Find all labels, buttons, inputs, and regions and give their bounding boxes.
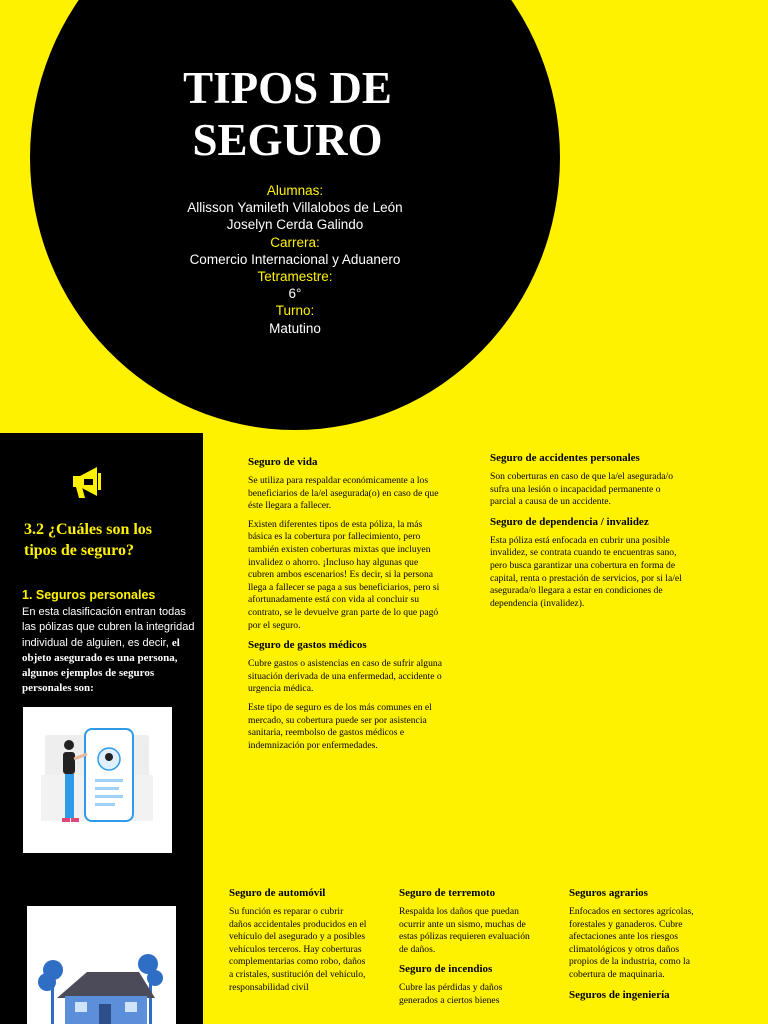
gastos-title: Seguro de gastos médicos (248, 639, 367, 652)
megaphone-icon (70, 462, 110, 502)
auto-title: Seguro de automóvil (229, 887, 326, 899)
intro-text (22, 605, 197, 697)
subsection-title: 1. Seguros personales (22, 588, 156, 602)
section-title: 3.2 ¿Cuáles son los tipos de seguro? (24, 521, 153, 559)
vida-text-2: Existen diferentes tipos de esta póliza, la más básica es la cobertura por fallecimiento, pero también existen coberturas mixtas que incluyen invalidez o ahorro. ¡Incluso hay algunas que cubren ambos escenarios! Es decir, si la persona llega a fallecer se paga a sus beneficiarios, pero si afortunadamente está con vida al concluir su contrato, se le devuelve gran parte de lo que pagó por el seguro. (248, 518, 440, 631)
terremoto-text: Respalda los daños que puedan ocurrir ante un sismo, muchas de estas pólizas requieren evaluación de daños. (399, 906, 530, 955)
accidentes-text: Son coberturas en caso de que la/el asegurada/o sufra una lesión o incapacidad permanente o parcial a causa de un accidente. (490, 471, 674, 508)
students-label: Alumnas: (266, 183, 324, 198)
agrarios-title: Seguros agrarios (569, 887, 648, 899)
cover-credits (150, 182, 440, 337)
auto-text: Su función es reparar o cubrir daños accidentales producidos en el vehículo del asegurado y a posibles vehículos terceros. Hay coberturas complementarias como robo, daños a cristales, sustitución del vehículo, responsabilidad civil (229, 906, 367, 993)
shift-value: Matutino (269, 320, 321, 336)
ingenieria-title: Seguros de ingeniería (569, 988, 670, 1001)
student-1: Allisson Yamileth Villalobos de León (187, 200, 403, 216)
house-insurance-illustration (27, 906, 176, 1024)
dependencia-title: Seguro de dependencia / invalidez (490, 515, 649, 528)
page-title (150, 62, 425, 166)
col2-block (490, 451, 688, 616)
career-value: Comercio Internacional y Aduanero (189, 251, 401, 267)
agrarios-block (569, 886, 707, 1008)
title-line-1: TIPOS DE (183, 63, 392, 113)
gastos-text-2: Este tipo de seguro es de los más comunes en el mercado, su cobertura puede ser por asistencia sanitaria, reembolso de gastos médicos e indemnización por enfermedades. (248, 701, 432, 751)
agrarios-text: Enfocados en sectores agrícolas, forestales y ganaderos. Cubre afectaciones ante los riesgos climatológicos y otros daños propios de la industria, como la cobertura de maquinaria. (569, 906, 694, 980)
terremoto-block (399, 886, 537, 1014)
incendios-text: Cubre las pérdidas y daños generados a ciertos bienes (399, 982, 503, 1006)
title-line-2: SEGURO (192, 115, 383, 165)
vida-title: Seguro de vida (248, 456, 318, 468)
col1-block (248, 455, 446, 758)
career-label: Carrera: (270, 234, 320, 250)
term-value: 6° (288, 286, 302, 302)
gastos-text-1: Cubre gastos o asistencias en caso de sufrir alguna situación derivada de una enfermedad, accidente o urgencia médica. (248, 658, 442, 695)
incendios-title: Seguro de incendios (399, 963, 493, 976)
intro-plain: En esta clasificación entran todas las pólizas que cubren la integridad individual de alguien, es decir, (22, 606, 195, 649)
shift-label: Turno: (275, 303, 315, 319)
dependencia-text: Esta póliza está enfocada en cubrir una posible invalidez, se contrata cuando te encuentras sano, pero busca garantizar una cobertura en forma de capital, renta o prestación de servicios, por si la/el asegurada/o llegara a estar en condiciones de dependencia (invalidez). (490, 534, 682, 609)
person-profile-illustration (23, 707, 172, 853)
terremoto-title: Seguro de terremoto (399, 887, 496, 899)
vida-text-1: Se utiliza para respaldar económicamente a los beneficiarios de la/el asegurada(o) en caso de que éste llegara a fallecer. (248, 475, 439, 512)
student-2: Joselyn Cerda Galindo (226, 217, 364, 233)
intro-bold: el objeto asegurado es una persona, algunos ejemplos de seguros personales son: (22, 636, 180, 695)
term-label: Tetramestre: (257, 269, 333, 285)
auto-block (229, 886, 367, 1000)
accidentes-title: Seguro de accidentes personales (490, 452, 640, 464)
